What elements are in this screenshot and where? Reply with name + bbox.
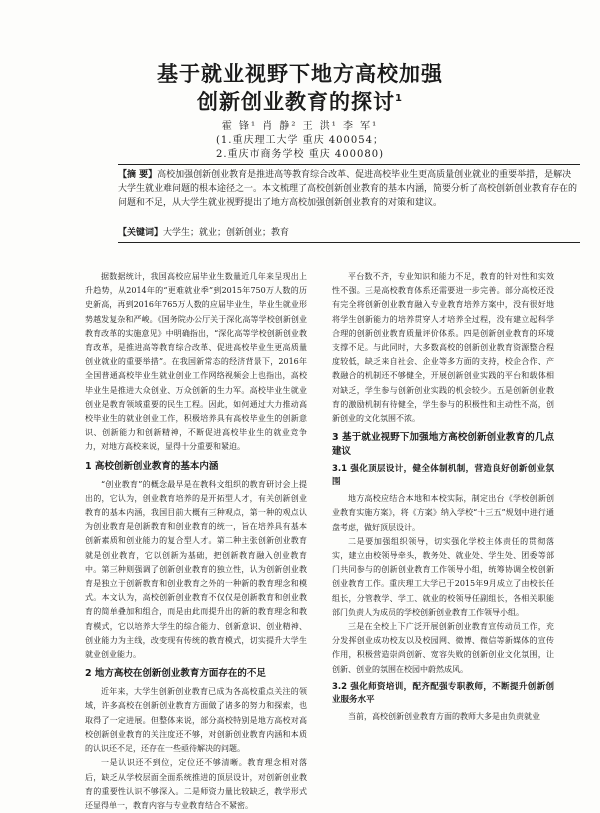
section-3-1-paragraph-2: 二是要加强组织领导，切实强化学校主体责任的贯彻落实，建立由校领导牵头，教务处、就业处、学生处、团委等部门共同参与的创新创业教育工作领导小组，统筹协调全校创新创业教育工作。重庆理工大学已于2015年9月成立了由校长任组长，分管教学、学工、就业的校领导任副组长，各相关职能部门负责人为成员的学校创新创业教育工作领导小组。 [332,536,554,617]
section-3-1-paragraph-1: 地方高校应结合本地和本校实际，制定出台《学校创新创业教育实施方案》，将《方案》纳入学校“十三五”规划中进行通盘考虑，做好顶层设计。 [332,494,554,532]
left-column [85,270,307,813]
keywords-label: 【关键词】 [118,228,164,238]
abstract-text: 高校加强创新创业教育是推进高等教育综合改革、促进高校毕业生更高质量创业就业的重要举措，是解决大学生就业难问题的根本途径之一。本文梳理了高校创新创业教育的基本内涵，简要分析了高校创新创业教育存在的问题和不足，从大学生就业视野提出了地方高校加强创新创业教育的对策和建议。 [118,170,578,208]
right-column [332,270,554,724]
paper-title-line1: 基于就业视野下地方高校加强 [157,62,443,86]
section-3-1-heading: 3.1 强化顶层设计，健全体制机制，营造良好创新创业氛围 [332,464,554,488]
abstract-label: 【摘 要】 [118,170,158,180]
affiliation-2: 2.重庆市商务学校 重庆 400080) [216,149,384,160]
section-3-heading: 3 基于就业视野下加强地方高校创新创业教育的几点建议 [332,432,554,458]
section-3-2-heading: 3.2 强化师资培训，配齐配强专职教师，不断提升创新创业服务水平 [332,681,554,705]
section-1-heading: 1 高校创新创业教育的基本内涵 [85,460,219,472]
title-footnote-mark: 1 [395,93,403,104]
keywords-text: 大学生；就业；创新创业；教育 [163,228,290,238]
section-2-paragraph-1: 近年来，大学生创新创业教育已成为各高校重点关注的领域，许多高校在创新创业教育方面做了诸多的努力和探索，也取得了一定进展。但整体来说，部分高校特别是地方高校对高校创新创业教育的关注度还不够，对创新创业教育内涵和本质的认识还不足，还存在一些亟待解决的问题。 [85,687,307,754]
keywords [118,226,580,240]
affiliation-1: (1.重庆理工大学 重庆 400054； [216,135,384,146]
section-3-1-paragraph-3: 三是在全校上下广泛开展创新创业教育宣传动员工作，充分发挥创业成功校友以及校园网、微博、微信等新媒体的宣传作用，积极营造崇尚创新、宽容失败的创新创业文化氛围，让创新、创业的氛围在校园中蔚然成风。 [332,622,554,674]
abstract-top-rule [118,164,580,165]
paper-title-text: 创新创业教育的探讨 [197,90,396,114]
section-3-2-paragraph-1: 当前，高校创新创业教育方面的教师大多是由负责就业 [348,711,540,721]
section-1-paragraph: “创业教育”的概念最早是在教科文组织的教育研讨会上提出的，它认为，创业教育培养的是开拓型人才，有关创新创业教育的基本内涵，我国目前大概有三种观点，第一种的观点认为创业教育是创新教育和创业教育的统一，旨在培养具有基本创新素质和创业能力的复合型人才。第二种主张创新创业教育就是创业教育，它以创新为基础，把创新教育融入创业教育中。第三种则强调了创新创业教育的独立性，认为创新创业教育是独立于创新教育和创业教育之外的一种新的教育理念和模式。本文认为，高校创新创业教育不仅仅是创新教育和创业教育的简单叠加和组合，而是由此而提升出的新的教育理念和教育模式，它以培养大学生的综合能力、创新意识、创业精神、创业能力为主线，改变现有传统的教育模式，切实提升大学生就业创业能力。 [85,479,307,660]
intro-paragraph: 据数据统计，我国高校应届毕业生数量近几年来呈现出上升趋势，从2014年的“更难就业季”到2015年750万人数的历史新高，再到2016年765万人数的应届毕业生，毕业生就业形势越发复杂和严峻。《国务院办公厅关于深化高等学校创新创业教育改革的实施意见》中明确指出，“深化高等学校创新创业教育改革，是推进高等教育综合改革、促进高校毕业生更高质量创业就业的重要举措”。在我国新常态的经济背景下，2016年全国普通高校毕业生就业创业工作网络视频会上也指出，高校毕业生是推进大众创业、万众创新的生力军。高校毕业生就业创业是教育领域重要的民生工程。因此，如何通过大力推动高校毕业生的就业创业工作，积极培养具有高校毕业生的创新意识、创新能力和创新精神，不断促进高校毕业生的就业竞争力，对地方高校来说，显得十分重要和紧迫。 [85,272,307,452]
right-intro-paragraph: 平台数不齐，专业知识和能力不足，教育的针对性和实效性不强。三是高校教育体系还需要进一步完善。部分高校还没有完全将创新创业教育融入专业教育培养方案中，没有很好地将学生创新能力的培养贯穿人才培养全过程，没有建立起科学合理的创新创业教育质量评价体系。四是创新创业教育的环境支撑不足。与此同时，大多数高校的创新创业教育资源整合程度较低，缺乏来自社会、企业等多方面的支持，校企合作、产教融合的机制还不够健全，开展创新创业实践的平台和载体相对缺乏，学生参与创新创业实践的机会较少。五是创新创业教育的激励机制有待健全，学生参与的积极性和主动性不高，创新创业的文化氛围不浓。 [332,272,554,424]
section-2-heading: 2 地方高校在创新创业教育方面存在的不足 [85,668,266,680]
author-list: 霍 锋¹ 肖 静² 王 洪¹ 李 军¹ [221,121,379,132]
section-2-paragraph-2: 一是认识还不到位，定位还不够清晰。教育理念相对落后，缺乏从学校层面全面系统推进的顶层设计，对创新创业教育的重要性认识不够深入。二是师资力量比较缺乏，教学形式还显得单一，教育内容与专业教育结合不紧密。 [85,758,307,810]
paper-title-line2 [0,86,600,116]
abstract [118,168,580,210]
abstract-bottom-rule [118,242,580,243]
